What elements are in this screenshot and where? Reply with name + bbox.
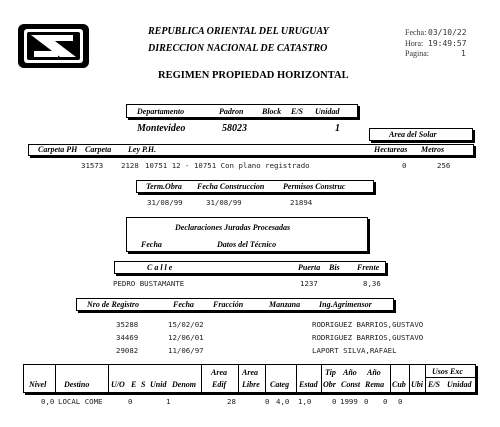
unid-value: 1 [166, 397, 171, 406]
fraccion-label: Fracción [213, 300, 244, 309]
puerta-value: 1237 [300, 279, 318, 288]
col-divider [409, 364, 410, 393]
estad-value: 1,0 [298, 397, 312, 406]
declaraciones-fecha-label: Fecha [141, 240, 162, 249]
destino-label: Destino [64, 380, 90, 389]
fecha-construccion-label: Fecha Construccion [197, 182, 265, 191]
header-title-1: REPUBLICA ORIENTAL DEL URUGUAY [148, 26, 329, 37]
departamento-value: Montevideo [137, 123, 186, 134]
registro-fecha-label: Fecha [173, 300, 194, 309]
block-label: Block [262, 107, 282, 116]
s-label: S [141, 380, 146, 389]
header-title-2: DIRECCION NACIONAL DE CATASTRO [148, 43, 328, 54]
fecha-construccion-value: 31/08/99 [206, 198, 242, 207]
registro-agrimensor: LAPORT SILVA,RAFAEL [312, 346, 397, 355]
area-solar-label: Area del Solar [389, 130, 437, 139]
col-divider [390, 364, 391, 393]
bis-label: Bis [329, 263, 340, 272]
ubi-value: 0 [398, 397, 403, 406]
calle-label: C a l l e [147, 263, 173, 272]
const-label: Const [341, 380, 361, 389]
col-divider [238, 364, 239, 393]
registro-nro: 35288 [116, 320, 139, 329]
registro-fecha: 11/06/97 [168, 346, 204, 355]
puerta-label: Puerta [298, 263, 321, 272]
registro-agrimensor: RODRIGUEZ BARRIOS,GUSTAVO [312, 320, 424, 329]
nivel-value: 0,0 [41, 397, 55, 406]
usos-exc-label: Usos Exc [432, 367, 463, 376]
col-divider [296, 364, 297, 393]
hora-label: Hora: [405, 39, 424, 48]
ano-label-2: Año [367, 368, 381, 377]
area-libre-value: 0 [265, 397, 270, 406]
permisos-construc-value: 21894 [290, 198, 313, 207]
cub-label: Cub [392, 380, 406, 389]
declaraciones-title: Declaraciones Juradas Procesadas [175, 223, 291, 232]
catastro-logo [17, 23, 90, 69]
padron-label: Padron [219, 107, 244, 116]
registro-fecha: 12/06/01 [168, 333, 204, 342]
departamento-label: Departamento [137, 107, 185, 116]
padron-value: 58023 [222, 123, 247, 134]
carpeta-label: Carpeta [85, 145, 112, 154]
frente-label: Frente [357, 263, 380, 272]
cub-value: 0 [383, 397, 388, 406]
main-title: REGIMEN PROPIEDAD HORIZONTAL [158, 70, 349, 81]
unid-label: Unid [150, 380, 167, 389]
col-divider [321, 364, 322, 393]
denom-label: Denom [172, 380, 196, 389]
nivel-label: Nivel [29, 380, 47, 389]
area-edif-value: 28 [227, 397, 236, 406]
nro-registro-label: Nro de Registro [87, 300, 139, 309]
pagina-label: Pagina: [405, 49, 429, 58]
permisos-construc-label: Permisos Construc [283, 182, 346, 191]
registro-nro: 29082 [116, 346, 139, 355]
es-label: E/S [291, 107, 304, 116]
unidad-value: 1 [335, 123, 340, 134]
uo-label: U/O [111, 380, 125, 389]
unidad-label: Unidad [315, 107, 340, 116]
col-divider [425, 364, 426, 393]
area-libre-label-2: Libre [242, 380, 260, 389]
registro-nro: 34469 [116, 333, 139, 342]
usos-divider [425, 377, 476, 378]
catastro-logo-mark [17, 23, 90, 69]
col-divider [265, 364, 266, 393]
fecha-value: 03/10/22 [428, 28, 467, 37]
area-edif-label-2: Edif [212, 380, 227, 389]
fecha-label: Fecha: [405, 28, 427, 37]
categ-value: 4,0 [276, 397, 290, 406]
ley-label: Ley P.H. [128, 145, 157, 154]
tip-label: Tip [325, 368, 336, 377]
ubi-label: Ubi [411, 380, 423, 389]
datos-tecnico-label: Datos del Técnico [217, 240, 277, 249]
frente-value: 8,36 [363, 279, 381, 288]
term-obra-value: 31/08/99 [147, 198, 183, 207]
categ-label: Categ [270, 380, 290, 389]
hectareas-label: Hectareas [374, 145, 408, 154]
carpeta-value: 2128 [121, 161, 139, 170]
hectareas-value: 0 [402, 161, 407, 170]
usos-es-label: E/S [428, 380, 441, 389]
metros-value: 256 [437, 161, 451, 170]
pagina-value: 1 [461, 49, 466, 58]
e-label: E [131, 380, 137, 389]
tip-obr-value: 0 [332, 397, 337, 406]
uo-value: 0 [128, 397, 133, 406]
calle-value: PEDRO BUSTAMANTE [113, 279, 185, 288]
col-divider [55, 364, 56, 393]
carpeta-ph-label: Carpeta PH [38, 145, 78, 154]
usos-unidad-label: Unidad [447, 380, 472, 389]
const-value: 1999 [340, 397, 358, 406]
ley-value: 10751 12 - 10751 Con plano registrado [145, 161, 310, 170]
col-divider [108, 364, 109, 393]
agrimensor-label: Ing.Agrimensor [319, 300, 372, 309]
area-edif-label-1: Area [211, 368, 227, 377]
metros-label: Metros [421, 145, 445, 154]
rema-value: 0 [364, 397, 369, 406]
ano-label-1: Año [343, 368, 357, 377]
estad-label: Estad [299, 380, 318, 389]
carpeta-ph-value: 31573 [81, 161, 104, 170]
col-divider [201, 364, 202, 393]
obr-label: Obr [323, 380, 336, 389]
hora-value: 19:49:57 [428, 39, 467, 48]
registro-agrimensor: RODRIGUEZ BARRIOS,GUSTAVO [312, 333, 424, 342]
destino-value: LOCAL COME [58, 397, 103, 406]
registro-fecha: 15/02/02 [168, 320, 204, 329]
term-obra-label: Term.Obra [146, 182, 182, 191]
area-libre-label-1: Area [242, 368, 258, 377]
manzana-label: Manzana [269, 300, 301, 309]
rema-label: Rema [365, 380, 385, 389]
